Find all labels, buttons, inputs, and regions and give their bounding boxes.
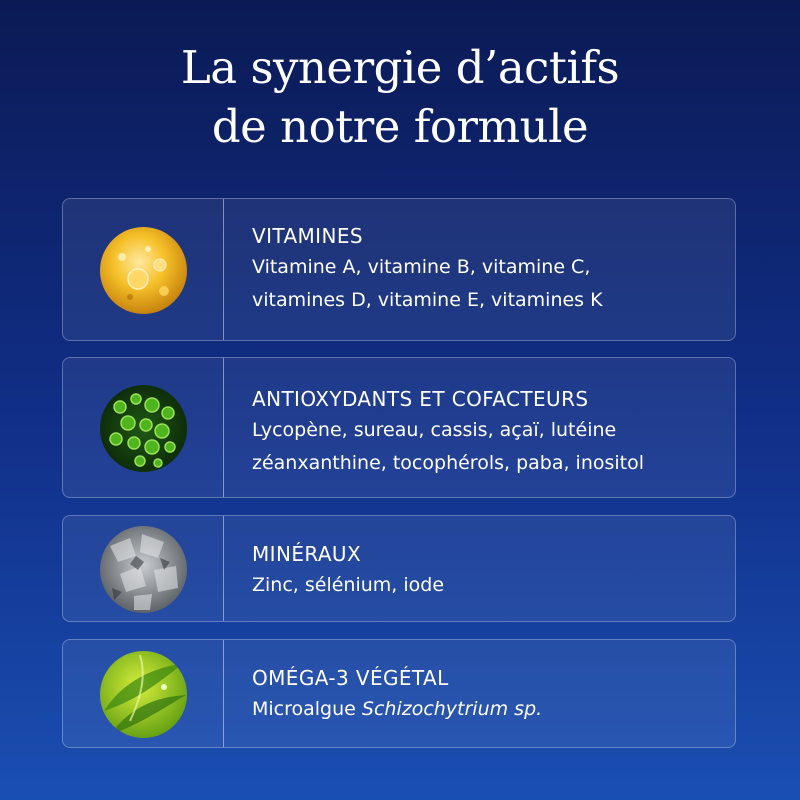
card-text [252, 221, 725, 317]
title-line-1: La synergie d’actifs [180, 41, 620, 94]
card-text [252, 663, 725, 726]
card-heading: OMÉGA-3 VÉGÉTAL [252, 666, 449, 690]
card-text [252, 384, 725, 480]
card-divider [223, 516, 224, 621]
card-mineraux [62, 515, 736, 622]
card-description-prefix: Microalgue [252, 698, 362, 720]
minerals-crystals-image [100, 526, 187, 613]
antioxidant-green-cells-image [100, 385, 187, 472]
title-line-2: de notre formule [211, 100, 589, 153]
card-divider [223, 358, 224, 497]
card-description-species: Schizochytrium sp. [361, 698, 543, 720]
card-text [252, 539, 725, 602]
card-description-line-1: Vitamine A, vitamine B, vitamine C, [252, 256, 591, 278]
card-omega-3 [62, 639, 736, 748]
card-heading: MINÉRAUX [252, 542, 362, 566]
card-heading: ANTIOXYDANTS ET COFACTEURS [252, 387, 589, 411]
card-description-line-1: Zinc, sélénium, iode [252, 574, 445, 596]
algae-leaves-image [100, 651, 187, 738]
card-heading: VITAMINES [252, 224, 363, 248]
vitamins-oil-drops-image [100, 227, 187, 314]
page-title [0, 38, 800, 156]
card-vitamines [62, 198, 736, 341]
card-divider [223, 640, 224, 747]
card-description-line-1 [252, 693, 725, 726]
card-description-line-1: Lycopène, sureau, cassis, açaï, lutéine [252, 419, 617, 441]
card-description-line-2: zéanxanthine, tocophérols, paba, inositol [252, 452, 645, 474]
card-antioxydants [62, 357, 736, 498]
card-divider [223, 199, 224, 340]
card-description-line-2: vitamines D, vitamine E, vitamines K [252, 289, 603, 311]
